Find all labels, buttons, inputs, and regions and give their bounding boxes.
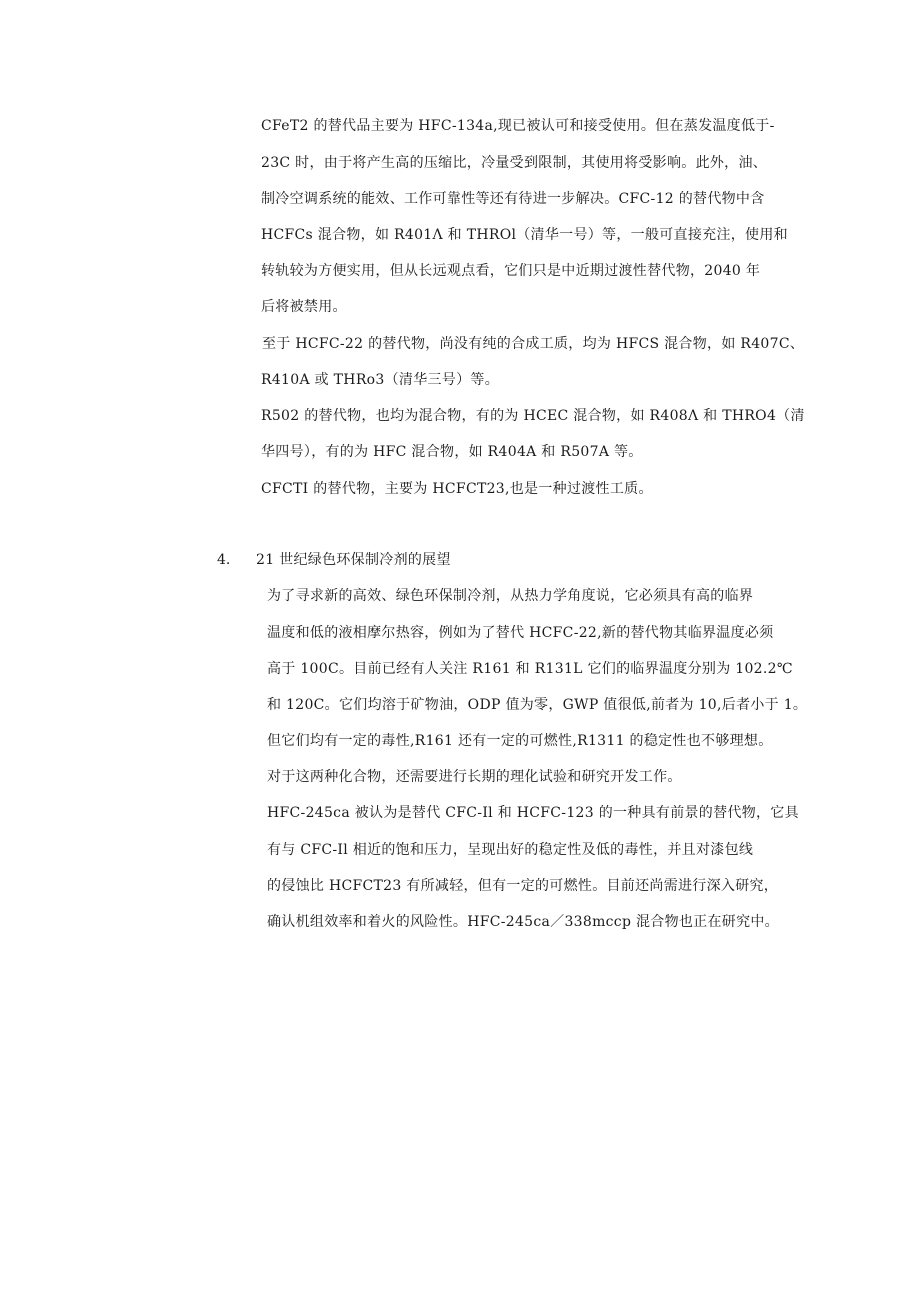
section-number: 4. bbox=[217, 552, 231, 568]
text-line: 华四号），有的为 HFC 混合物，如 R404A 和 R507A 等。 bbox=[261, 444, 643, 460]
text-line: R502 的替代物，也均为混合物，有的为 HCEC 混合物，如 R408Λ 和 THRO4（清 bbox=[261, 408, 805, 424]
text-line: 高于 100C。目前已经有人关注 R161 和 R131L 它们的临界温度分别为 102.2℃ bbox=[267, 661, 793, 677]
text-line: CFCTI 的替代物，主要为 HCFCT23,也是一种过渡性工质。 bbox=[261, 481, 653, 497]
text-line: 确认机组效率和着火的风险性。HFC-245ca／338mccp 混合物也正在研究中。 bbox=[267, 914, 779, 930]
text-line: 和 120C。它们均溶于矿物油，ODP 值为零，GWP 值很低,前者为 10,后者小于 1。 bbox=[267, 697, 808, 713]
text-line: 制冷空调系统的能效、工作可靠性等还有待进一步解决。CFC-12 的替代物中含 bbox=[261, 191, 765, 207]
text-line: 为了寻求新的高效、绿色环保制冷剂，从热力学角度说，它必须具有高的临界 bbox=[267, 588, 754, 604]
text-line: 有与 CFC-Il 相近的饱和压力，呈现出好的稳定性及低的毒性，并且对漆包线 bbox=[267, 842, 754, 858]
text-line: 后将被禁用。 bbox=[261, 299, 347, 315]
text-line: HFC-245ca 被认为是替代 CFC-Il 和 HCFC-123 的一种具有前景的替代物，它具 bbox=[267, 805, 799, 821]
section-title: 21 世纪绿色环保制冷剂的展望 bbox=[256, 552, 451, 568]
text-line: R410A 或 THRo3（清华三号）等。 bbox=[261, 372, 499, 388]
text-line: 对于这两种化合物，还需要进行长期的理化试验和研究开发工作。 bbox=[267, 769, 682, 785]
text-line: 23C 时，由于将产生高的压缩比，冷量受到限制，其使用将受影响。此外，油、 bbox=[261, 155, 768, 171]
text-line: 但它们均有一定的毒性,R161 还有一定的可燃性,R1311 的稳定性也不够理想。 bbox=[267, 733, 773, 749]
text-line: HCFCs 混合物，如 R401Λ 和 THROl（清华一号）等，一般可直接充注，使用和 bbox=[261, 227, 788, 243]
text-line: 温度和低的液相摩尔热容，例如为了替代 HCFC-22,新的替代物其临界温度必须 bbox=[267, 625, 774, 641]
text-line: 转轨较为方便实用，但从长远观点看，它们只是中近期过渡性替代物，2040 年 bbox=[261, 263, 761, 279]
text-line: 至于 HCFC-22 的替代物，尚没有纯的合成工质，均为 HFCS 混合物，如 R407C、 bbox=[262, 336, 805, 352]
text-line: CFeT2 的替代品主要为 HFC-134a,现已被认可和接受使用。但在蒸发温度低于- bbox=[261, 118, 775, 134]
text-line: 的侵蚀比 HCFCT23 有所减轻，但有一定的可燃性。目前还尚需进行深入研究， bbox=[267, 878, 779, 894]
